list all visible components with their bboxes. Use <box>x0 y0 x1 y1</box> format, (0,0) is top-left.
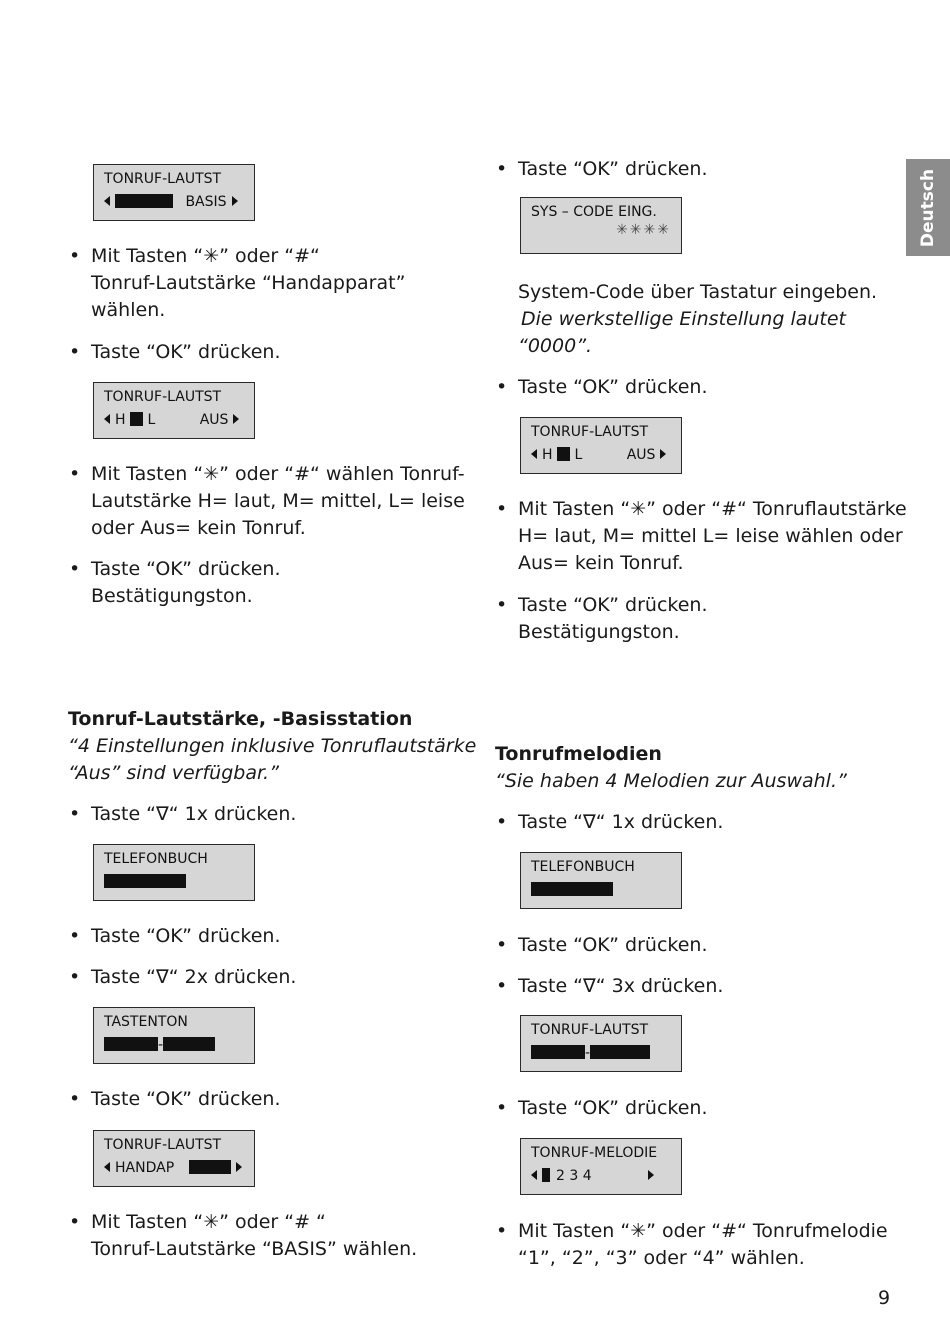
lcd-bar <box>163 1037 215 1051</box>
text-line: • Mit Tasten “✳” oder “#“ Tonruflautstärke <box>518 498 907 520</box>
arrow-right-icon <box>660 449 666 459</box>
list-item <box>91 243 405 324</box>
text-line: • Mit Tasten “✳” oder “#“ Tonrufmelodie <box>518 1220 888 1242</box>
lcd-bar <box>104 874 186 888</box>
text-line: Tonruf-Lautstärke “Handapparat” <box>91 272 406 294</box>
text-line: “4 Einstellungen inklusive Tonruflautstärke <box>68 735 477 757</box>
text-line: “Aus” sind verfügbar.” <box>68 762 279 784</box>
lcd-display <box>93 1130 255 1187</box>
list-item <box>518 592 708 646</box>
lcd-bar <box>115 194 173 208</box>
language-tab-label: Deutsch <box>918 168 938 247</box>
lcd-line <box>531 882 613 900</box>
list-item <box>91 1209 417 1263</box>
arrow-right-icon <box>648 1170 654 1180</box>
lcd-line <box>531 1045 650 1063</box>
text-line: Die werkstellige Einstellung lautet <box>521 308 847 330</box>
lcd-line <box>531 1168 654 1186</box>
section-title: Tonrufmelodien <box>495 743 662 765</box>
lcd-line: TELEFONBUCH <box>531 859 635 875</box>
paragraph: System-Code über Tastatur eingeben. <box>518 281 878 303</box>
text-line: • Taste “OK” drücken. <box>91 558 281 580</box>
list-item: • Taste “OK” drücken. <box>518 374 708 401</box>
list-item: • Taste “∇“ 1x drücken. <box>518 809 723 836</box>
lcd-display <box>93 382 255 439</box>
arrow-right-icon <box>232 196 238 206</box>
lcd-display <box>93 1007 255 1064</box>
lcd-bar <box>542 1168 550 1182</box>
lcd-value: - <box>158 1037 164 1053</box>
list-item: • Taste “OK” drücken. <box>518 1095 708 1122</box>
lcd-value: AUS <box>199 412 229 428</box>
arrow-left-icon <box>104 414 110 424</box>
text-line: Tonruf-Lautstärke “BASIS” wählen. <box>91 1238 418 1260</box>
lcd-display <box>520 197 682 254</box>
text-line: “1”, “2”, “3” oder “4” wählen. <box>518 1247 805 1269</box>
lcd-value: 2 3 4 <box>556 1168 592 1184</box>
arrow-right-icon <box>233 414 239 424</box>
text-line: • Mit Tasten “✳” oder “# “ <box>91 1211 326 1233</box>
page-number: 9 <box>878 1287 891 1309</box>
lcd-line: ✳✳✳✳ <box>616 222 671 238</box>
text-line: Bestätigungston. <box>518 621 680 643</box>
lcd-bar <box>557 447 570 461</box>
section-subtitle <box>68 733 476 787</box>
lcd-line <box>104 1160 242 1178</box>
list-item: • Taste “∇“ 2x drücken. <box>91 964 296 991</box>
lcd-value: L <box>147 412 156 428</box>
lcd-bar <box>531 882 613 896</box>
lcd-line: TELEFONBUCH <box>104 851 208 867</box>
arrow-left-icon <box>531 1170 537 1180</box>
lcd-line: TASTENTON <box>104 1014 188 1030</box>
lcd-line: TONRUF-LAUTST <box>531 1022 649 1038</box>
lcd-line <box>104 412 239 430</box>
lcd-line <box>531 447 666 465</box>
lcd-line: TONRUF-LAUTST <box>104 171 222 187</box>
list-item: • Taste “OK” drücken. <box>518 156 708 183</box>
section-subtitle: “Sie haben 4 Melodien zur Auswahl.” <box>495 770 847 792</box>
text-line: wählen. <box>91 299 166 321</box>
text-line: • Mit Tasten “✳” oder “#“ wählen Tonruf- <box>91 463 465 485</box>
list-item <box>518 1218 888 1272</box>
lcd-value: HANDAP <box>115 1160 175 1176</box>
list-item: • Taste “OK” drücken. <box>91 923 281 950</box>
list-item <box>91 461 465 542</box>
lcd-bar <box>189 1160 231 1174</box>
lcd-value: H <box>542 447 553 463</box>
lcd-value: AUS <box>626 447 656 463</box>
lcd-display <box>93 844 255 901</box>
lcd-line <box>104 1037 215 1055</box>
list-item <box>91 556 281 610</box>
lcd-bar <box>104 1037 158 1051</box>
lcd-value: BASIS <box>185 194 227 210</box>
lcd-line: TONRUF-MELODIE <box>531 1145 658 1161</box>
arrow-left-icon <box>104 196 110 206</box>
text-line: H= laut, M= mittel L= leise wählen oder <box>518 525 903 547</box>
text-line: Bestätigungston. <box>91 585 253 607</box>
lcd-display <box>520 852 682 909</box>
arrow-left-icon <box>531 449 537 459</box>
list-item: • Taste “OK” drücken. <box>91 339 281 366</box>
text-line: Aus= kein Tonruf. <box>518 552 684 574</box>
lcd-line: SYS – CODE EING. <box>531 204 657 220</box>
lcd-bar <box>531 1045 585 1059</box>
list-item <box>518 496 907 577</box>
list-item: • Taste “∇“ 3x drücken. <box>518 973 723 1000</box>
lcd-bar <box>590 1045 650 1059</box>
lcd-display <box>93 164 255 221</box>
list-item: • Taste “OK” drücken. <box>91 1086 281 1113</box>
lcd-line: TONRUF-LAUTST <box>104 1137 222 1153</box>
arrow-right-icon <box>236 1162 242 1172</box>
paragraph <box>518 306 846 360</box>
lcd-line: TONRUF-LAUTST <box>104 389 222 405</box>
text-line: oder Aus= kein Tonruf. <box>91 517 306 539</box>
lcd-line <box>104 874 186 892</box>
lcd-display <box>520 417 682 474</box>
text-line: “0000”. <box>518 335 593 357</box>
list-item: • Taste “OK” drücken. <box>518 932 708 959</box>
lcd-value: - <box>585 1045 591 1061</box>
language-tab <box>906 159 950 256</box>
section-title: Tonruf-Lautstärke, -Basisstation <box>68 708 413 730</box>
text-line: • Taste “OK” drücken. <box>518 594 708 616</box>
list-item: • Taste “∇“ 1x drücken. <box>91 801 296 828</box>
text-line: Lautstärke H= laut, M= mittel, L= leise <box>91 490 465 512</box>
arrow-left-icon <box>104 1162 110 1172</box>
lcd-display <box>520 1138 682 1195</box>
lcd-line <box>104 194 238 212</box>
lcd-bar <box>130 412 143 426</box>
lcd-value: L <box>574 447 583 463</box>
lcd-value: H <box>115 412 126 428</box>
lcd-display <box>520 1015 682 1072</box>
lcd-line: TONRUF-LAUTST <box>531 424 649 440</box>
text-line: • Mit Tasten “✳” oder “#“ <box>91 245 320 267</box>
